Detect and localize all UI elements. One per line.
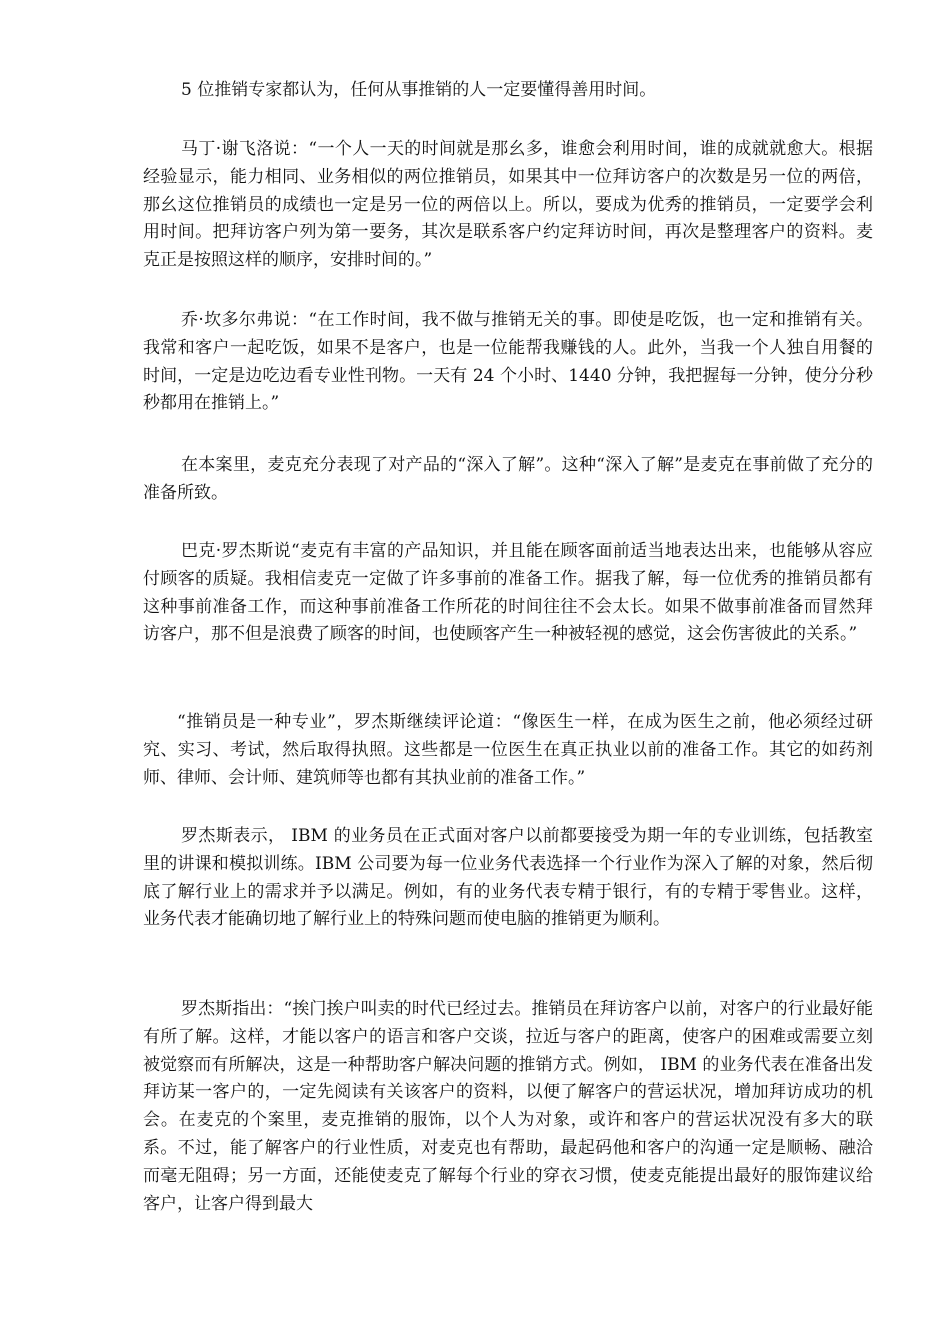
paragraph-profession: “推销员是一种专业”，罗杰斯继续评论道：“像医生一样，在成为医生之前，他必须经过研究、实习、考试，然后取得执照。这些都是一位医生在真正执业以前的准备工作。其它的如药剂师、律师、会计师、建筑师等也都有其执业前的准备工作。”	[143, 712, 873, 788]
paragraph-door-to-door: 罗杰斯指出：“挨门挨户叫卖的时代已经过去。推销员在拜访客户以前，对客户的行业最好能有所了解。这样，才能以客户的语言和客户交谈，拉近与客户的距离，使客户的困难或需要立刻被觉察而有所解决，这是一种帮助客户解决问题的推销方式。例如， IBM 的业务代表在准备出发拜访某一客户的，一定先阅读有关该客户的资料，以便了解客户的营运状况，增加拜访成功的机会。在麦克的个案里，麦克推销的服饰，以个人为对象，或许和客户的营运状况没有多大的联系。不过，能了解客户的行业性质，对麦克也有帮助，最起码他和客户的沟通一定是顺畅、融洽而毫无阻碍；另一方面，还能使麦克了解每个行业的穿衣习惯，使麦克能提出最好的服饰建议给客户，让客户得到最大	[143, 999, 873, 1214]
paragraph-martin-quote: 马丁·谢飞洛说：“一个人一天的时间就是那幺多，谁愈会利用时间，谁的成就就愈大。根据经验显示，能力相同、业务相似的两位推销员，如果其中一位拜访客户的次数是另一位的两倍，那幺这位推销员的成绩也一定是另一位的两倍以上。所以，要成为优秀的推销员，一定要学会利用时间。把拜访客户列为第一要务，其次是联系客户约定拜访时间，再次是整理客户的资料。麦克正是按照这样的顺序，安排时间的。”	[143, 139, 873, 271]
paragraph-buck-quote: 巴克·罗杰斯说“麦克有丰富的产品知识，并且能在顾客面前适当地表达出来，也能够从容应付顾客的质疑。我相信麦克一定做了许多事前的准备工作。据我了解，每一位优秀的推销员都有这种事前准备工作，而这种事前准备工作所花的时间往往不会太长。如果不做事前准备而冒然拜访客户，那不但是浪费了顾客的时间，也使顾客产生一种被轻视的感觉，这会伤害彼此的关系。”	[143, 541, 873, 645]
paragraph-intro: 5 位推销专家都认为，任何从事推销的人一定要懂得善用时间。	[181, 80, 657, 100]
paragraph-case-summary: 在本案里，麦克充分表现了对产品的“深入了解”。这种“深入了解”是麦克在事前做了充分的准备所致。	[143, 455, 873, 503]
paragraph-ibm-training: 罗杰斯表示， IBM 的业务员在正式面对客户以前都要接受为期一年的专业训练，包括教室里的讲课和模拟训练。IBM 公司要为每一位业务代表选择一个行业作为深入了解的对象，然后彻底了解行业上的需求并予以满足。例如，有的业务代表专精于银行，有的专精于零售业。这样，业务代表才能确切地了解行业上的特殊问题而使电脑的推销更为顺利。	[143, 826, 873, 930]
paragraph-joe-quote: 乔·坎多尔弗说：“在工作时间，我不做与推销无关的事。即使是吃饭，也一定和推销有关。我常和客户一起吃饭，如果不是客户，也是一位能帮我赚钱的人。此外，当我一个人独自用餐的时间，一定是边吃边看专业性刊物。一天有 24 个小时、1440 分钟，我把握每一分钟，使分分秒秒都用在推销上。”	[143, 310, 873, 414]
